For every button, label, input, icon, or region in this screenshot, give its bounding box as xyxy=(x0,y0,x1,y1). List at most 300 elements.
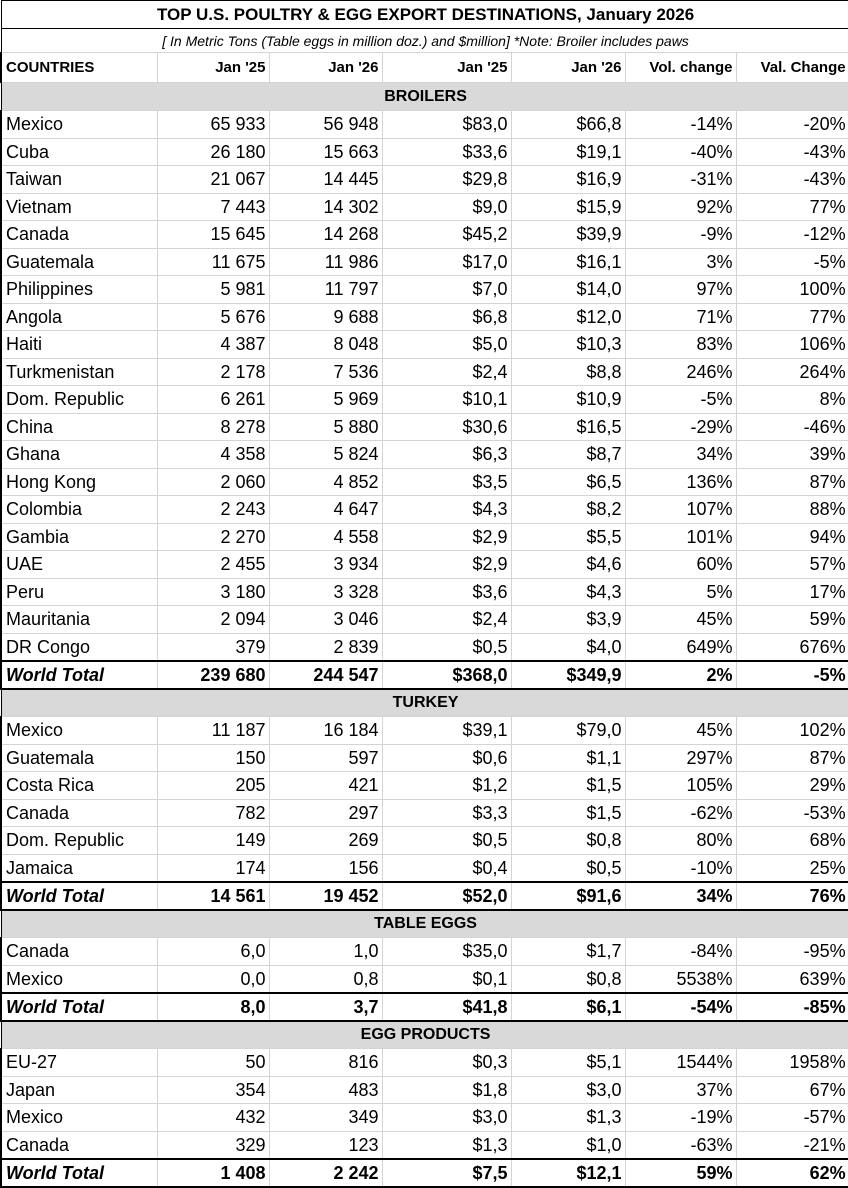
cell-vol-jan26: 2 839 xyxy=(269,633,382,661)
cell-val-jan26: $6,5 xyxy=(511,468,625,496)
cell-country: DR Congo xyxy=(1,633,157,661)
cell-val-jan25: $29,8 xyxy=(382,166,511,194)
cell-vol-jan25: 8 278 xyxy=(157,413,269,441)
cell-country: Jamaica xyxy=(1,854,157,882)
cell-vol-change: -9% xyxy=(625,221,736,249)
world-total-row xyxy=(1,993,848,1021)
cell-vol-jan26: 5 969 xyxy=(269,386,382,414)
cell-vol-change: 34% xyxy=(625,882,736,910)
cell-vol-jan26: 11 797 xyxy=(269,276,382,304)
cell-val-jan25: $17,0 xyxy=(382,248,511,276)
table-row xyxy=(1,111,848,139)
table-row xyxy=(1,799,848,827)
cell-vol-change: 649% xyxy=(625,633,736,661)
cell-val-change: -85% xyxy=(736,993,848,1021)
cell-vol-jan25: 2 455 xyxy=(157,551,269,579)
cell-vol-jan26: 3 934 xyxy=(269,551,382,579)
cell-vol-change: 105% xyxy=(625,772,736,800)
cell-val-change: -12% xyxy=(736,221,848,249)
col-header-val-change: Val. Change xyxy=(736,53,848,83)
cell-country: Canada xyxy=(1,1131,157,1159)
cell-country: Gambia xyxy=(1,523,157,551)
cell-val-jan25: $33,6 xyxy=(382,138,511,166)
cell-vol-jan26: 4 852 xyxy=(269,468,382,496)
cell-vol-change: 97% xyxy=(625,276,736,304)
cell-country: World Total xyxy=(1,882,157,910)
cell-country: Hong Kong xyxy=(1,468,157,496)
cell-vol-jan26: 156 xyxy=(269,854,382,882)
cell-vol-jan25: 149 xyxy=(157,827,269,855)
cell-vol-change: -19% xyxy=(625,1104,736,1132)
table-row xyxy=(1,413,848,441)
cell-val-change: 87% xyxy=(736,744,848,772)
cell-country: Mexico xyxy=(1,1104,157,1132)
cell-country: World Total xyxy=(1,661,157,689)
cell-val-change: 87% xyxy=(736,468,848,496)
cell-val-jan25: $0,3 xyxy=(382,1049,511,1077)
cell-country: Canada xyxy=(1,799,157,827)
cell-val-jan26: $79,0 xyxy=(511,717,625,745)
cell-val-jan25: $52,0 xyxy=(382,882,511,910)
table-row xyxy=(1,221,848,249)
cell-val-jan25: $45,2 xyxy=(382,221,511,249)
table-row xyxy=(1,386,848,414)
page-subtitle: [ In Metric Tons (Table eggs in million doz.) and $million] *Note: Broiler includes paws xyxy=(1,29,848,53)
cell-vol-jan25: 150 xyxy=(157,744,269,772)
cell-vol-jan26: 4 647 xyxy=(269,496,382,524)
table-row xyxy=(1,717,848,745)
cell-val-jan25: $2,9 xyxy=(382,523,511,551)
table-row xyxy=(1,276,848,304)
cell-val-jan25: $2,9 xyxy=(382,551,511,579)
cell-val-jan25: $0,4 xyxy=(382,854,511,882)
cell-vol-jan26: 3 046 xyxy=(269,606,382,634)
cell-val-jan25: $2,4 xyxy=(382,606,511,634)
cell-country: Mexico xyxy=(1,717,157,745)
table-row xyxy=(1,523,848,551)
cell-val-change: 25% xyxy=(736,854,848,882)
cell-vol-change: 80% xyxy=(625,827,736,855)
cell-vol-jan25: 1 408 xyxy=(157,1159,269,1187)
cell-vol-change: 297% xyxy=(625,744,736,772)
cell-vol-jan26: 14 445 xyxy=(269,166,382,194)
cell-country: Costa Rica xyxy=(1,772,157,800)
cell-val-change: 68% xyxy=(736,827,848,855)
table-row xyxy=(1,441,848,469)
cell-vol-jan25: 354 xyxy=(157,1076,269,1104)
cell-vol-jan26: 5 880 xyxy=(269,413,382,441)
cell-val-jan25: $4,3 xyxy=(382,496,511,524)
cell-vol-jan26: 123 xyxy=(269,1131,382,1159)
cell-vol-change: -84% xyxy=(625,938,736,966)
table-row xyxy=(1,248,848,276)
cell-val-jan26: $16,9 xyxy=(511,166,625,194)
cell-val-jan26: $15,9 xyxy=(511,193,625,221)
cell-val-jan25: $39,1 xyxy=(382,717,511,745)
cell-vol-jan26: 0,8 xyxy=(269,965,382,993)
cell-vol-jan26: 297 xyxy=(269,799,382,827)
cell-vol-jan26: 483 xyxy=(269,1076,382,1104)
cell-country: Dom. Republic xyxy=(1,827,157,855)
cell-vol-jan26: 14 268 xyxy=(269,221,382,249)
cell-val-jan25: $3,6 xyxy=(382,578,511,606)
cell-vol-jan25: 14 561 xyxy=(157,882,269,910)
cell-vol-jan26: 19 452 xyxy=(269,882,382,910)
cell-val-change: 102% xyxy=(736,717,848,745)
col-header-vol-jan25: Jan '25 xyxy=(157,53,269,83)
table-row xyxy=(1,303,848,331)
cell-val-change: 17% xyxy=(736,578,848,606)
cell-vol-jan25: 2 178 xyxy=(157,358,269,386)
cell-vol-jan25: 7 443 xyxy=(157,193,269,221)
table-row xyxy=(1,938,848,966)
cell-vol-jan25: 4 387 xyxy=(157,331,269,359)
cell-vol-jan26: 9 688 xyxy=(269,303,382,331)
cell-val-jan26: $4,0 xyxy=(511,633,625,661)
cell-vol-jan26: 816 xyxy=(269,1049,382,1077)
cell-val-change: 639% xyxy=(736,965,848,993)
table-row xyxy=(1,744,848,772)
cell-vol-jan26: 16 184 xyxy=(269,717,382,745)
cell-val-jan25: $6,3 xyxy=(382,441,511,469)
cell-country: Canada xyxy=(1,221,157,249)
cell-vol-change: 45% xyxy=(625,606,736,634)
cell-vol-jan25: 15 645 xyxy=(157,221,269,249)
world-total-row xyxy=(1,1159,848,1187)
cell-vol-change: 101% xyxy=(625,523,736,551)
cell-vol-change: 3% xyxy=(625,248,736,276)
cell-val-jan25: $3,0 xyxy=(382,1104,511,1132)
cell-vol-jan25: 782 xyxy=(157,799,269,827)
cell-val-jan26: $1,5 xyxy=(511,799,625,827)
cell-vol-jan25: 2 270 xyxy=(157,523,269,551)
cell-val-change: -5% xyxy=(736,661,848,689)
cell-val-jan26: $349,9 xyxy=(511,661,625,689)
cell-val-jan25: $35,0 xyxy=(382,938,511,966)
col-header-val-jan25: Jan '25 xyxy=(382,53,511,83)
cell-vol-change: -10% xyxy=(625,854,736,882)
cell-val-jan25: $1,8 xyxy=(382,1076,511,1104)
cell-vol-jan26: 3 328 xyxy=(269,578,382,606)
cell-vol-jan25: 432 xyxy=(157,1104,269,1132)
cell-vol-jan26: 3,7 xyxy=(269,993,382,1021)
cell-country: Japan xyxy=(1,1076,157,1104)
cell-vol-jan25: 6 261 xyxy=(157,386,269,414)
cell-val-jan26: $91,6 xyxy=(511,882,625,910)
cell-vol-change: 59% xyxy=(625,1159,736,1187)
cell-vol-change: 1544% xyxy=(625,1049,736,1077)
cell-vol-jan26: 8 048 xyxy=(269,331,382,359)
cell-val-jan26: $10,9 xyxy=(511,386,625,414)
cell-country: World Total xyxy=(1,1159,157,1187)
title-row xyxy=(1,1,848,29)
cell-val-change: 59% xyxy=(736,606,848,634)
cell-val-jan25: $5,0 xyxy=(382,331,511,359)
cell-vol-jan25: 21 067 xyxy=(157,166,269,194)
cell-val-change: 106% xyxy=(736,331,848,359)
cell-val-jan26: $1,5 xyxy=(511,772,625,800)
cell-vol-change: 136% xyxy=(625,468,736,496)
cell-val-jan26: $5,1 xyxy=(511,1049,625,1077)
cell-vol-change: -14% xyxy=(625,111,736,139)
cell-country: UAE xyxy=(1,551,157,579)
cell-vol-jan25: 65 933 xyxy=(157,111,269,139)
cell-country: China xyxy=(1,413,157,441)
cell-val-jan25: $0,5 xyxy=(382,827,511,855)
cell-vol-jan25: 11 187 xyxy=(157,717,269,745)
cell-val-change: -57% xyxy=(736,1104,848,1132)
cell-vol-jan26: 5 824 xyxy=(269,441,382,469)
cell-val-jan26: $1,3 xyxy=(511,1104,625,1132)
cell-val-jan26: $12,1 xyxy=(511,1159,625,1187)
section-header-row xyxy=(1,83,848,111)
cell-vol-jan25: 11 675 xyxy=(157,248,269,276)
cell-vol-jan25: 2 243 xyxy=(157,496,269,524)
cell-vol-jan25: 2 094 xyxy=(157,606,269,634)
cell-val-change: -43% xyxy=(736,138,848,166)
cell-val-jan25: $10,1 xyxy=(382,386,511,414)
cell-vol-change: 45% xyxy=(625,717,736,745)
cell-val-jan26: $19,1 xyxy=(511,138,625,166)
cell-val-jan26: $0,5 xyxy=(511,854,625,882)
page-title: TOP U.S. POULTRY & EGG EXPORT DESTINATIONS, January 2026 xyxy=(1,1,848,29)
cell-val-change: 8% xyxy=(736,386,848,414)
cell-val-jan25: $83,0 xyxy=(382,111,511,139)
section-title: TABLE EGGS xyxy=(1,910,848,938)
cell-country: Guatemala xyxy=(1,248,157,276)
table-row xyxy=(1,468,848,496)
cell-vol-change: 107% xyxy=(625,496,736,524)
cell-vol-jan25: 6,0 xyxy=(157,938,269,966)
cell-vol-change: 83% xyxy=(625,331,736,359)
cell-vol-change: 34% xyxy=(625,441,736,469)
cell-val-jan26: $12,0 xyxy=(511,303,625,331)
cell-vol-jan26: 4 558 xyxy=(269,523,382,551)
table-row xyxy=(1,331,848,359)
cell-country: Ghana xyxy=(1,441,157,469)
cell-val-jan25: $7,0 xyxy=(382,276,511,304)
cell-val-jan26: $1,1 xyxy=(511,744,625,772)
cell-vol-jan25: 329 xyxy=(157,1131,269,1159)
cell-val-change: 264% xyxy=(736,358,848,386)
table-row xyxy=(1,633,848,661)
cell-val-change: -95% xyxy=(736,938,848,966)
cell-val-jan25: $0,1 xyxy=(382,965,511,993)
cell-val-jan25: $7,5 xyxy=(382,1159,511,1187)
cell-val-change: 62% xyxy=(736,1159,848,1187)
column-header-row xyxy=(1,53,848,83)
cell-val-jan26: $6,1 xyxy=(511,993,625,1021)
cell-country: Cuba xyxy=(1,138,157,166)
cell-val-change: 57% xyxy=(736,551,848,579)
cell-vol-jan25: 5 981 xyxy=(157,276,269,304)
cell-val-change: 29% xyxy=(736,772,848,800)
cell-vol-jan25: 50 xyxy=(157,1049,269,1077)
cell-val-jan25: $0,5 xyxy=(382,633,511,661)
table-row xyxy=(1,1049,848,1077)
cell-vol-jan25: 26 180 xyxy=(157,138,269,166)
cell-vol-jan26: 15 663 xyxy=(269,138,382,166)
section-header-row xyxy=(1,689,848,717)
table-row xyxy=(1,358,848,386)
cell-country: Turkmenistan xyxy=(1,358,157,386)
cell-country: Haiti xyxy=(1,331,157,359)
cell-val-change: -46% xyxy=(736,413,848,441)
table-row xyxy=(1,606,848,634)
cell-country: EU-27 xyxy=(1,1049,157,1077)
col-header-vol-change: Vol. change xyxy=(625,53,736,83)
table-row xyxy=(1,578,848,606)
cell-val-jan26: $1,7 xyxy=(511,938,625,966)
cell-val-jan26: $3,9 xyxy=(511,606,625,634)
table-body xyxy=(1,1,848,1187)
cell-vol-change: -62% xyxy=(625,799,736,827)
cell-vol-jan26: 597 xyxy=(269,744,382,772)
table-row xyxy=(1,854,848,882)
cell-vol-change: 5538% xyxy=(625,965,736,993)
cell-val-jan26: $39,9 xyxy=(511,221,625,249)
section-title: EGG PRODUCTS xyxy=(1,1021,848,1049)
cell-val-jan26: $14,0 xyxy=(511,276,625,304)
cell-vol-change: -29% xyxy=(625,413,736,441)
cell-val-jan26: $8,2 xyxy=(511,496,625,524)
cell-val-change: 94% xyxy=(736,523,848,551)
table-row xyxy=(1,551,848,579)
table-row xyxy=(1,772,848,800)
table-row xyxy=(1,496,848,524)
cell-val-jan25: $1,2 xyxy=(382,772,511,800)
cell-country: Mauritania xyxy=(1,606,157,634)
cell-vol-jan26: 14 302 xyxy=(269,193,382,221)
cell-val-change: -53% xyxy=(736,799,848,827)
cell-country: Mexico xyxy=(1,965,157,993)
table-row xyxy=(1,1131,848,1159)
cell-val-jan25: $9,0 xyxy=(382,193,511,221)
cell-val-jan26: $16,1 xyxy=(511,248,625,276)
cell-vol-jan25: 4 358 xyxy=(157,441,269,469)
section-title: TURKEY xyxy=(1,689,848,717)
cell-vol-change: 246% xyxy=(625,358,736,386)
cell-country: Dom. Republic xyxy=(1,386,157,414)
cell-vol-jan25: 205 xyxy=(157,772,269,800)
cell-val-change: 88% xyxy=(736,496,848,524)
cell-vol-jan26: 11 986 xyxy=(269,248,382,276)
cell-country: Vietnam xyxy=(1,193,157,221)
cell-vol-jan25: 239 680 xyxy=(157,661,269,689)
cell-vol-jan26: 2 242 xyxy=(269,1159,382,1187)
cell-vol-change: -54% xyxy=(625,993,736,1021)
cell-vol-jan25: 3 180 xyxy=(157,578,269,606)
cell-vol-change: -31% xyxy=(625,166,736,194)
cell-vol-change: 92% xyxy=(625,193,736,221)
cell-country: Angola xyxy=(1,303,157,331)
cell-val-change: 39% xyxy=(736,441,848,469)
cell-vol-jan26: 7 536 xyxy=(269,358,382,386)
section-title: BROILERS xyxy=(1,83,848,111)
cell-country: Guatemala xyxy=(1,744,157,772)
cell-country: Peru xyxy=(1,578,157,606)
col-header-countries: COUNTRIES xyxy=(1,53,157,83)
cell-val-change: 1958% xyxy=(736,1049,848,1077)
table-row xyxy=(1,166,848,194)
cell-val-jan26: $4,6 xyxy=(511,551,625,579)
section-header-row xyxy=(1,1021,848,1049)
col-header-val-jan26: Jan '26 xyxy=(511,53,625,83)
cell-val-change: -21% xyxy=(736,1131,848,1159)
table-row xyxy=(1,193,848,221)
cell-vol-jan25: 174 xyxy=(157,854,269,882)
world-total-row xyxy=(1,661,848,689)
cell-val-jan25: $30,6 xyxy=(382,413,511,441)
cell-val-jan26: $3,0 xyxy=(511,1076,625,1104)
cell-val-change: -5% xyxy=(736,248,848,276)
table-row xyxy=(1,827,848,855)
cell-val-jan26: $0,8 xyxy=(511,827,625,855)
cell-val-jan25: $368,0 xyxy=(382,661,511,689)
cell-val-jan26: $4,3 xyxy=(511,578,625,606)
cell-vol-change: 71% xyxy=(625,303,736,331)
cell-val-change: 76% xyxy=(736,882,848,910)
world-total-row xyxy=(1,882,848,910)
cell-val-jan25: $1,3 xyxy=(382,1131,511,1159)
cell-val-change: 77% xyxy=(736,303,848,331)
cell-country: Taiwan xyxy=(1,166,157,194)
cell-val-jan26: $5,5 xyxy=(511,523,625,551)
cell-val-jan25: $6,8 xyxy=(382,303,511,331)
cell-val-jan26: $0,8 xyxy=(511,965,625,993)
cell-val-change: 100% xyxy=(736,276,848,304)
cell-country: Canada xyxy=(1,938,157,966)
cell-val-jan26: $1,0 xyxy=(511,1131,625,1159)
cell-val-jan26: $16,5 xyxy=(511,413,625,441)
cell-val-change: -20% xyxy=(736,111,848,139)
cell-vol-change: -63% xyxy=(625,1131,736,1159)
cell-vol-jan26: 244 547 xyxy=(269,661,382,689)
cell-val-jan25: $41,8 xyxy=(382,993,511,1021)
table-row xyxy=(1,1076,848,1104)
cell-val-change: 77% xyxy=(736,193,848,221)
cell-vol-jan26: 421 xyxy=(269,772,382,800)
cell-val-jan25: $3,5 xyxy=(382,468,511,496)
cell-val-jan26: $8,7 xyxy=(511,441,625,469)
table-row xyxy=(1,965,848,993)
cell-vol-change: 5% xyxy=(625,578,736,606)
cell-val-jan26: $8,8 xyxy=(511,358,625,386)
cell-val-jan25: $3,3 xyxy=(382,799,511,827)
cell-val-change: 67% xyxy=(736,1076,848,1104)
cell-val-jan25: $0,6 xyxy=(382,744,511,772)
cell-val-jan26: $10,3 xyxy=(511,331,625,359)
cell-country: World Total xyxy=(1,993,157,1021)
cell-vol-jan26: 1,0 xyxy=(269,938,382,966)
table-row xyxy=(1,138,848,166)
cell-val-change: 676% xyxy=(736,633,848,661)
cell-vol-jan26: 56 948 xyxy=(269,111,382,139)
cell-country: Mexico xyxy=(1,111,157,139)
cell-vol-jan26: 349 xyxy=(269,1104,382,1132)
section-header-row xyxy=(1,910,848,938)
cell-vol-jan25: 8,0 xyxy=(157,993,269,1021)
cell-val-jan25: $2,4 xyxy=(382,358,511,386)
cell-vol-change: 60% xyxy=(625,551,736,579)
table-row xyxy=(1,1104,848,1132)
cell-vol-change: -40% xyxy=(625,138,736,166)
cell-vol-change: 2% xyxy=(625,661,736,689)
cell-vol-jan25: 0,0 xyxy=(157,965,269,993)
subtitle-row xyxy=(1,29,848,53)
cell-country: Philippines xyxy=(1,276,157,304)
cell-vol-jan25: 5 676 xyxy=(157,303,269,331)
